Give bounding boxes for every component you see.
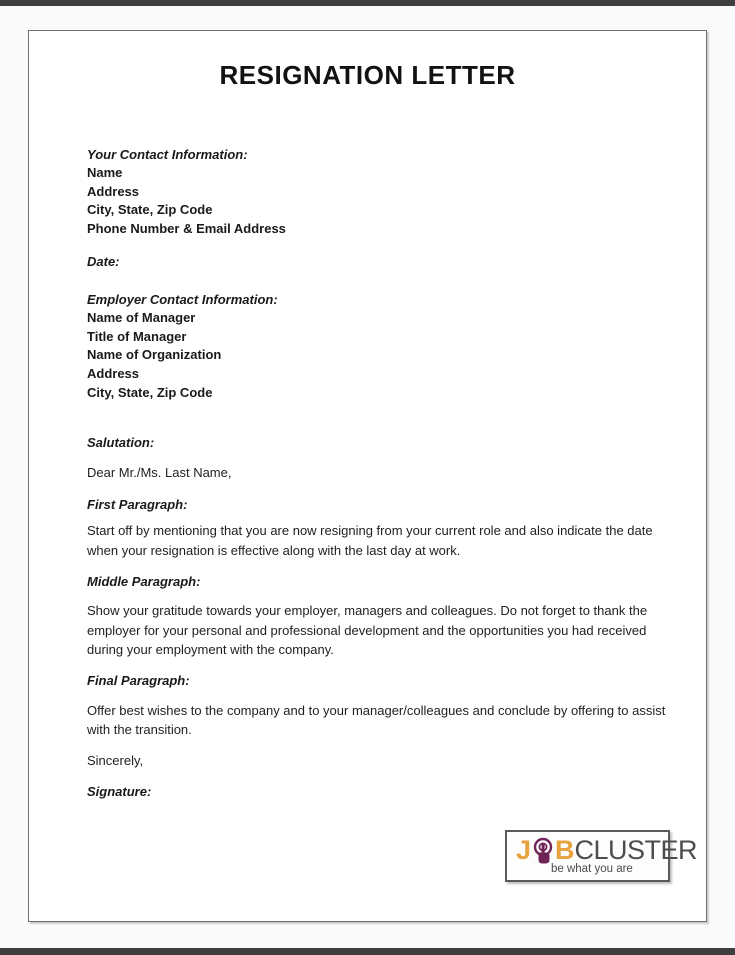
your-contact-address-line: Address xyxy=(87,183,140,199)
first-paragraph-heading: First Paragraph: xyxy=(87,497,188,513)
salutation-text: Dear Mr./Ms. Last Name, xyxy=(87,465,232,481)
target-hand-cursor-icon xyxy=(531,837,555,864)
employer-address-line: Address xyxy=(87,365,140,381)
salutation-heading: Salutation: xyxy=(87,435,155,451)
logo-letter-j: J xyxy=(516,835,532,865)
middle-paragraph-text: Show your gratitude towards your employer, managers and colleagues. Do not forget to thank the employer for your personal and professional development and the opportunities you had received during your employment with the company. xyxy=(87,603,648,658)
final-paragraph-text: Offer best wishes to the company and to your manager/colleagues and conclude by offering to assist with the transition. xyxy=(87,702,666,738)
your-contact-phone-email-line: Phone Number & Email Address xyxy=(87,221,286,237)
page-top-bar xyxy=(0,0,735,6)
resignation-letter-document xyxy=(28,30,707,922)
middle-paragraph-heading: Middle Paragraph: xyxy=(87,574,201,590)
employer-manager-title-line: Title of Manager xyxy=(87,328,187,344)
employer-manager-name-line: Name of Manager xyxy=(87,309,196,325)
employer-city-line: City, State, Zip Code xyxy=(87,384,213,400)
jobcluster-logo xyxy=(505,830,698,882)
employer-contact-heading: Employer Contact Information: xyxy=(87,291,278,307)
document-body xyxy=(29,145,706,801)
page-bottom-bar xyxy=(0,948,735,955)
jobcluster-logo-wordmark xyxy=(507,832,698,865)
employer-organization-line: Name of Organization xyxy=(87,347,222,363)
your-contact-name-line: Name xyxy=(87,165,123,180)
logo-word-cluster: CLUSTER xyxy=(574,835,698,865)
your-contact-city-line: City, State, Zip Code xyxy=(87,202,213,218)
your-contact-heading: Your Contact Information: xyxy=(87,147,248,162)
logo-letter-b: B xyxy=(555,835,575,865)
final-paragraph-heading: Final Paragraph: xyxy=(87,672,190,688)
logo-tagline: be what you are xyxy=(551,863,633,875)
document-title: RESIGNATION LETTER xyxy=(219,60,516,90)
signature-label: Signature: xyxy=(87,783,152,799)
closing-text: Sincerely, xyxy=(87,752,144,768)
first-paragraph-text: Start off by mentioning that you are now resigning from your current role and also indicate the date when your resignation is effective along with the last day at work. xyxy=(87,523,653,558)
date-label: Date: xyxy=(87,253,120,269)
